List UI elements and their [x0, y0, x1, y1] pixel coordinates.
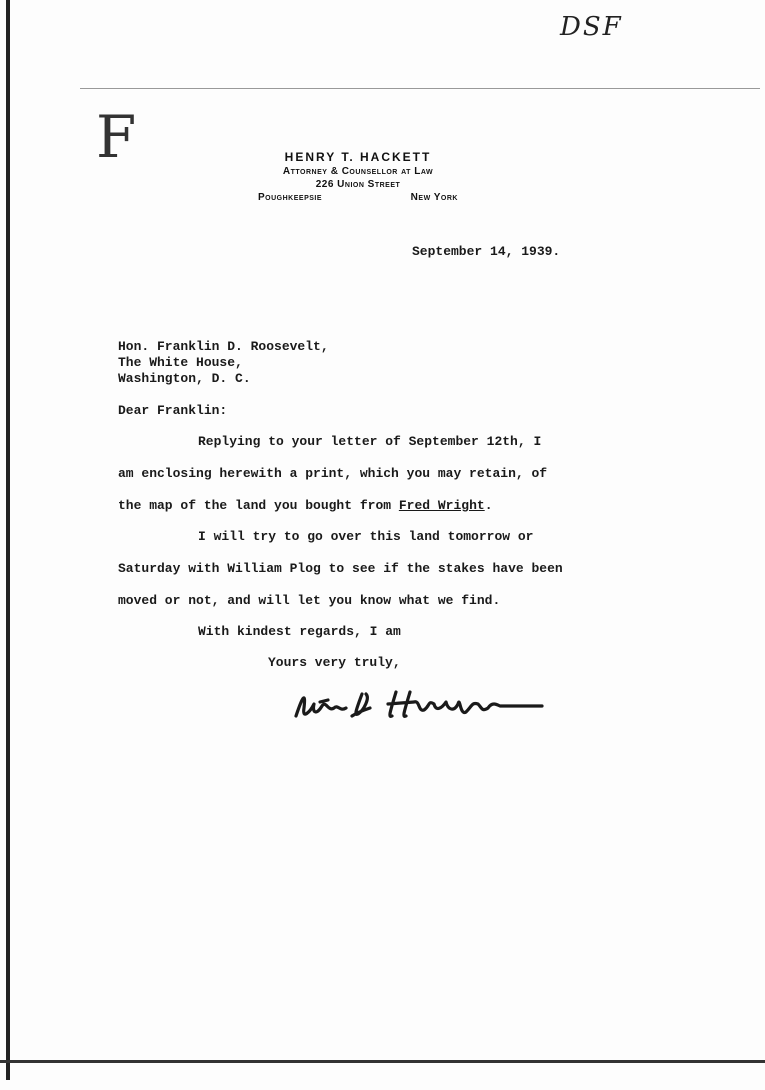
body-p1-line-2: am enclosing herewith a print, which you may retain, of: [118, 466, 548, 481]
body-p1-line-3: [118, 499, 493, 512]
salutation: Dear Franklin:: [118, 403, 228, 418]
closing: Yours very truly,: [268, 655, 401, 670]
handwritten-file-letter: F: [96, 103, 137, 171]
letter-date: September 14, 1939.: [412, 244, 561, 259]
body-p3-line-1: With kindest regards, I am: [198, 624, 401, 639]
addressee-line-3: Washington, D. C.: [118, 371, 251, 386]
body-p2-line-1: I will try to go over this land tomorrow or: [198, 529, 534, 544]
addressee-line-1: Hon. Franklin D. Roosevelt,: [118, 339, 329, 354]
letterhead: [258, 150, 458, 203]
body-p1-line-3-post: .: [484, 498, 493, 513]
body-p2-line-2: Saturday with William Plog to see if the stakes have been: [118, 561, 563, 576]
handwritten-file-mark: DSF: [560, 12, 623, 42]
letterhead-state: New York: [410, 192, 458, 203]
seller-name: Fred Wright: [398, 498, 485, 513]
addressee-line-2: The White House,: [118, 355, 243, 370]
scan-top-rule: [80, 88, 760, 89]
letterhead-cityline: [258, 192, 458, 203]
scan-bottom-edge: [0, 1060, 765, 1063]
letterhead-city: Poughkeepsie: [258, 192, 323, 203]
letterhead-title: Attorney & Counsellor at Law: [282, 166, 434, 177]
body-p1-line-3-pre: the map of the land you bought from: [118, 498, 399, 513]
body-p1-line-1: Replying to your letter of September 12th, I: [198, 434, 542, 449]
body-p2-line-3: moved or not, and will let you know what we find.: [118, 593, 501, 608]
signature-image: [292, 682, 552, 732]
scan-left-edge: [6, 0, 10, 1080]
letterhead-name: HENRY T. HACKETT: [284, 150, 432, 164]
letterhead-street: 226 Union Street: [315, 179, 401, 190]
